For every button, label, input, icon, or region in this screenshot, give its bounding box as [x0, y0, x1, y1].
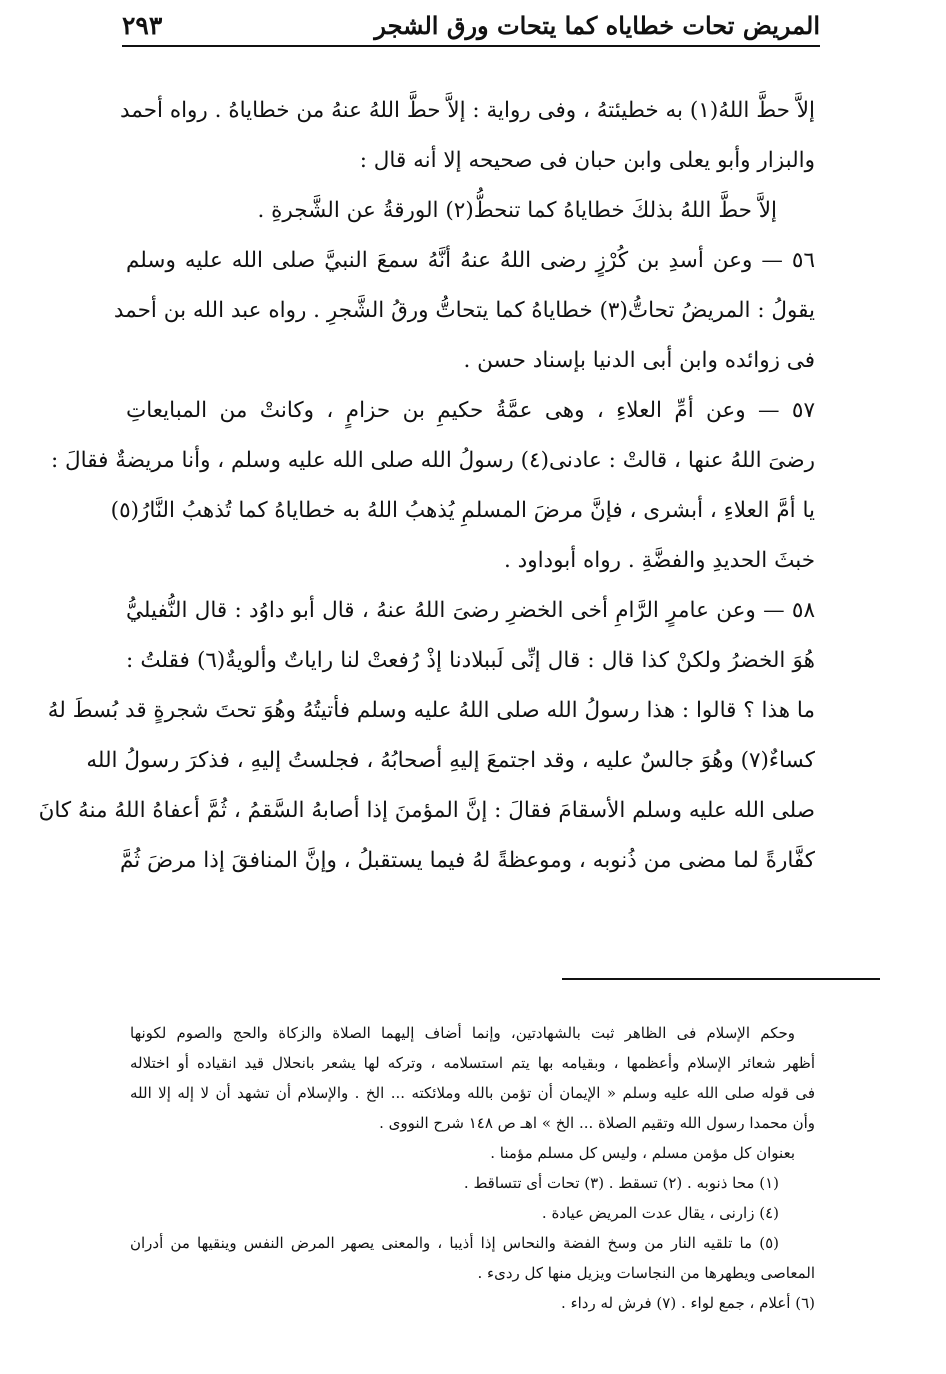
page-header: [122, 8, 820, 42]
footnote-line: (١) محا ذنوبه . (٢) تسقط . (٣) تحات أى تتساقط .: [463, 1174, 779, 1192]
text-line: رضىَ اللهُ عنها ، قالتْ : عادنى(٤) رسولُ الله صلى الله عليه وسلم ، وأنا مريضةٌ فقالَ :: [50, 448, 815, 473]
text-line: يقولُ : المريضُ تحاتُّ(٣) خطاياهُ كما يتحاتُّ ورقُ الشَّجرِ . رواه عبد الله بن أحمد: [113, 298, 815, 323]
hadith-start-line: ٥٦ — وعن أسدِ بن كُرْزٍ رضى اللهُ عنهُ أنَّهُ سمعَ النبيَّ صلى الله عليه وسلم: [126, 248, 815, 273]
header-rule: [122, 45, 820, 47]
running-title: المريض تحات خطاياه كما يتحات ورق الشجر: [374, 10, 820, 40]
text-line: إلاَّ حطَّ اللهُ(١) به خطيئتهُ ، وفى رواية : إلاَّ حطَّ اللهُ عنهُ من خطاياهُ . رواه أحمد: [120, 98, 815, 123]
footnote-rule: [562, 978, 880, 980]
footnote-line: (٥) ما تلقيه النار من وسخ الفضة والنحاس إذا أذيبا ، والمعنى يصهر المرض النفس وينقيها من أدران: [130, 1234, 779, 1252]
text-line: والبزار وأبو يعلى وابن حبان فى صحيحه إلا أنه قال :: [359, 148, 815, 173]
hadith-start-line: ٥٨ — وعن عامرٍ الرَّامِ أخى الخضرِ رضىَ اللهُ عنهُ ، قال أبو داوُد : قال النُّفيليُّ: [126, 598, 815, 623]
text-line: كفَّارةً لما مضى من ذُنوبه ، وموعظةً لهُ فيما يستقبلُ ، وإنَّ المنافقَ إذا مرضَ ثُمَّ: [119, 848, 815, 873]
hadith-start-line: ٥٧ — وعن أمِّ العلاءِ ، وهى عمَّةُ حكيمِ بن حزامٍ ، وكانتْ من المبايعاتِ: [126, 398, 815, 423]
text-line: كساءٌ(٧) وهُوَ جالسٌ عليه ، وقد اجتمعَ إليهِ أصحابُهُ ، فجلستُ إليهِ ، فذكرَ رسولُ الله: [86, 748, 815, 773]
text-line: ما هذا ؟ قالوا : هذا رسولُ الله صلى اللهُ عليه وسلم فأتيتُهُ وهُوَ تحتَ شجرةٍ قد بُسطَ لهُ: [47, 698, 815, 723]
footnote-line: بعنوان كل مؤمن مسلم ، وليس كل مسلم مؤمنا .: [490, 1144, 795, 1162]
footnote-line: وحكم الإسلام فى الظاهر ثبت بالشهادتين، وإنما أضاف إليهما الصلاة والزكاة والحج والصوم لكونها: [130, 1024, 795, 1042]
page-number: ٢٩٣: [122, 10, 163, 40]
text-line: فى زوائده وابن أبى الدنيا بإسناد حسن .: [463, 348, 815, 373]
main-text: [38, 86, 815, 886]
footnote-line: وأن محمدا رسول الله وتقيم الصلاة ... الخ » اهـ ص ١٤٨ شرح النووى .: [379, 1114, 815, 1132]
footnote-line: (٦) أعلام ، جمع لواء . (٧) فرش له رداء .: [561, 1294, 815, 1312]
footnotes: [130, 1018, 815, 1318]
footnote-line: (٤) زارنى ، يقال عدت المريض عيادة .: [541, 1204, 779, 1222]
footnote-line: فى قوله صلى الله عليه وسلم « الإيمان أن تؤمن بالله وملائكته ... الخ . والإسلام أن تشهد أن لا إله إلا الله: [130, 1084, 815, 1102]
text-line: صلى الله عليه وسلم الأسقامَ فقالَ : إنَّ المؤمنَ إذا أصابهُ السَّقمُ ، ثُمَّ أعفاهُ اللهُ منهُ كانَ: [38, 798, 815, 823]
footnote-line: المعاصى ويطهرها من النجاسات ويزيل منها كل ردىء .: [477, 1264, 815, 1282]
footnote-line: أظهر شعائر الإسلام وأعظمها ، وبقيامه بها يتم استسلامه ، وتركه لها يشعر بانحلال قيد انقياده أو اختلاله: [130, 1054, 815, 1072]
text-line: هُوَ الخضرُ ولكنْ كذا قال : قال إنِّى لَببلادنا إذْ رُفعتْ لنا راياتٌ وألويةٌ(٦) فقلتُ :: [126, 648, 815, 673]
text-line: إلاَّ حطَّ اللهُ بذلكَ خطاياهُ كما تنحطُّ(٢) الورقةُ عن الشَّجرةِ .: [257, 198, 777, 223]
text-line: خبثَ الحديدِ والفضَّةِ . رواه أبوداود .: [503, 548, 815, 573]
text-line: يا أمَّ العلاءِ ، أبشرى ، فإنَّ مرضَ المسلمِ يُذهبُ اللهُ به خطاياهُ كما تُذهبُ النَّارُ(٥): [110, 498, 815, 523]
